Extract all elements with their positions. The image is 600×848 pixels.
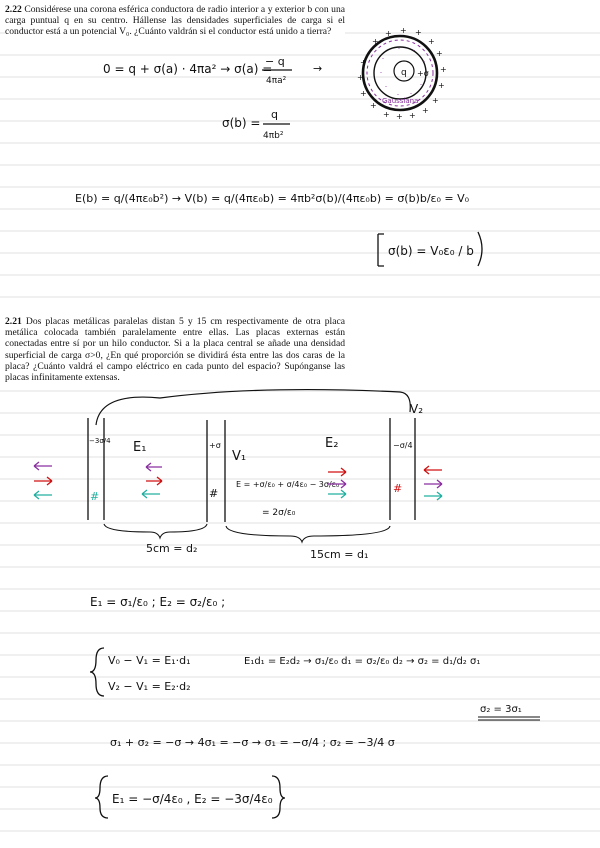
eq1-left: 0 = q + σ(a) · 4πa² → σ(a) = xyxy=(103,62,273,76)
svg-text:+: + xyxy=(396,112,403,121)
ratio-result: σ₂ = 3σ₁ xyxy=(480,704,522,715)
svg-text:-: - xyxy=(423,59,425,65)
svg-text:-: - xyxy=(385,84,387,90)
distance-2: 15cm = d₁ xyxy=(310,548,369,561)
svg-text:+: + xyxy=(385,29,392,38)
v1-label: V₁ xyxy=(232,449,247,464)
svg-text:+: + xyxy=(357,73,364,82)
svg-text:+: + xyxy=(400,26,407,35)
plate-mid-charge: +σ xyxy=(209,441,221,450)
svg-text:-: - xyxy=(382,56,384,62)
e1-region-label: E₁ xyxy=(133,440,147,455)
v2-label: V₂ xyxy=(410,402,424,416)
svg-text:+: + xyxy=(409,111,416,120)
eq1-numerator: − q xyxy=(265,55,285,68)
distance-1: 5cm = d₂ xyxy=(146,542,198,555)
system-eq-2: V₂ − V₁ = E₂·d₂ xyxy=(108,680,191,693)
sphere-side-label: +σ xyxy=(417,69,429,78)
plate-left-charge: −3σ/4 xyxy=(89,437,111,445)
svg-text:+: + xyxy=(360,89,367,98)
sphere-charge-q: q xyxy=(401,68,407,78)
svg-text:+: + xyxy=(438,81,445,90)
svg-text:#: # xyxy=(90,490,100,503)
svg-text:+: + xyxy=(428,37,435,46)
mid-equation-2: = 2σ/ε₀ xyxy=(262,508,296,518)
eq2-left: σ(b) = xyxy=(222,116,261,130)
svg-text:-: - xyxy=(380,70,382,76)
svg-text:+: + xyxy=(372,37,379,46)
svg-text:+: + xyxy=(440,65,447,74)
problem-number: 2.21 xyxy=(5,316,22,327)
sum-line: σ₁ + σ₂ = −σ → 4σ₁ = −σ → σ₁ = −σ/4 ; σ₂ = −3/4 σ xyxy=(110,736,395,749)
eq2-numerator: q xyxy=(271,108,278,121)
svg-text:+: + xyxy=(360,58,367,67)
plates-diagram xyxy=(34,390,442,561)
svg-text:-: - xyxy=(398,46,400,52)
svg-text:+: + xyxy=(436,49,443,58)
svg-text:-: - xyxy=(410,91,412,97)
eq3: E(b) = q/(4πε₀b²) → V(b) = q/(4πε₀b) = 4πb²σ(b)/(4πε₀b) = σ(b)b/ε₀ = V₀ xyxy=(75,192,470,205)
svg-text:+: + xyxy=(415,28,422,37)
eq1-denominator: 4πa² xyxy=(266,76,287,86)
problem-text: Dos placas metálicas paralelas distan 5 y 15 cm respectivamente de otra placa metálica colocada también paralelamente entre ellas. Las placas externas están conectadas entre sí por un hilo conductor. Si a la placa central se añade una densidad superficial de carga σ>0, ¿En qué proporción se dividirá ésta entre las dos caras de la placa? ¿Cuánto valdrá el campo eléctrico en cada punto del espacio? Supónganse las placas infinitamente extensas. xyxy=(5,316,345,384)
svg-text:→: → xyxy=(313,62,323,75)
svg-text:+: + xyxy=(383,110,390,119)
svg-text:+: + xyxy=(422,106,429,115)
eq2-denominator: 4πb² xyxy=(263,131,284,141)
system-result: E₁d₁ = E₂d₂ → σ₁/ε₀ d₁ = σ₂/ε₀ d₂ → σ₂ = d₁/d₂ σ₁ xyxy=(244,656,481,667)
mid-equation: E = +σ/ε₀ + σ/4ε₀ − 3σ/ε₀ xyxy=(236,480,340,489)
gaussian-label: Gaussiana xyxy=(382,97,419,105)
plate-right-charge: −σ/4 xyxy=(393,441,413,450)
final-answer: E₁ = −σ/4ε₀ , E₂ = −3σ/4ε₀ xyxy=(112,792,273,806)
problem-number: 2.22 xyxy=(5,4,22,15)
sphere-diagram xyxy=(357,26,447,121)
svg-text:#: # xyxy=(393,482,403,495)
svg-text:+: + xyxy=(370,101,377,110)
system-eq-1: V₀ − V₁ = E₁·d₁ xyxy=(108,654,191,667)
boxed-result: σ(b) = V₀ε₀ / b xyxy=(388,244,474,258)
e2-region-label: E₂ xyxy=(325,436,339,451)
problem-text: Considérese una corona esférica conductora de radio interior a y exterior b con una carga puntual q en su centro. Hállense las densidades superficiales de carga si el conductor está a un potencial V₀. ¿Cuánto valdrán si el conductor está unido a tierra? xyxy=(5,4,345,38)
fields-line: E₁ = σ₁/ε₀ ; E₂ = σ₂/ε₀ ; xyxy=(90,595,226,609)
svg-text:+: + xyxy=(432,96,439,105)
svg-text:-: - xyxy=(413,48,415,54)
svg-text:-: - xyxy=(397,92,399,98)
svg-text:#: # xyxy=(209,487,219,500)
svg-text:-: - xyxy=(420,82,422,88)
